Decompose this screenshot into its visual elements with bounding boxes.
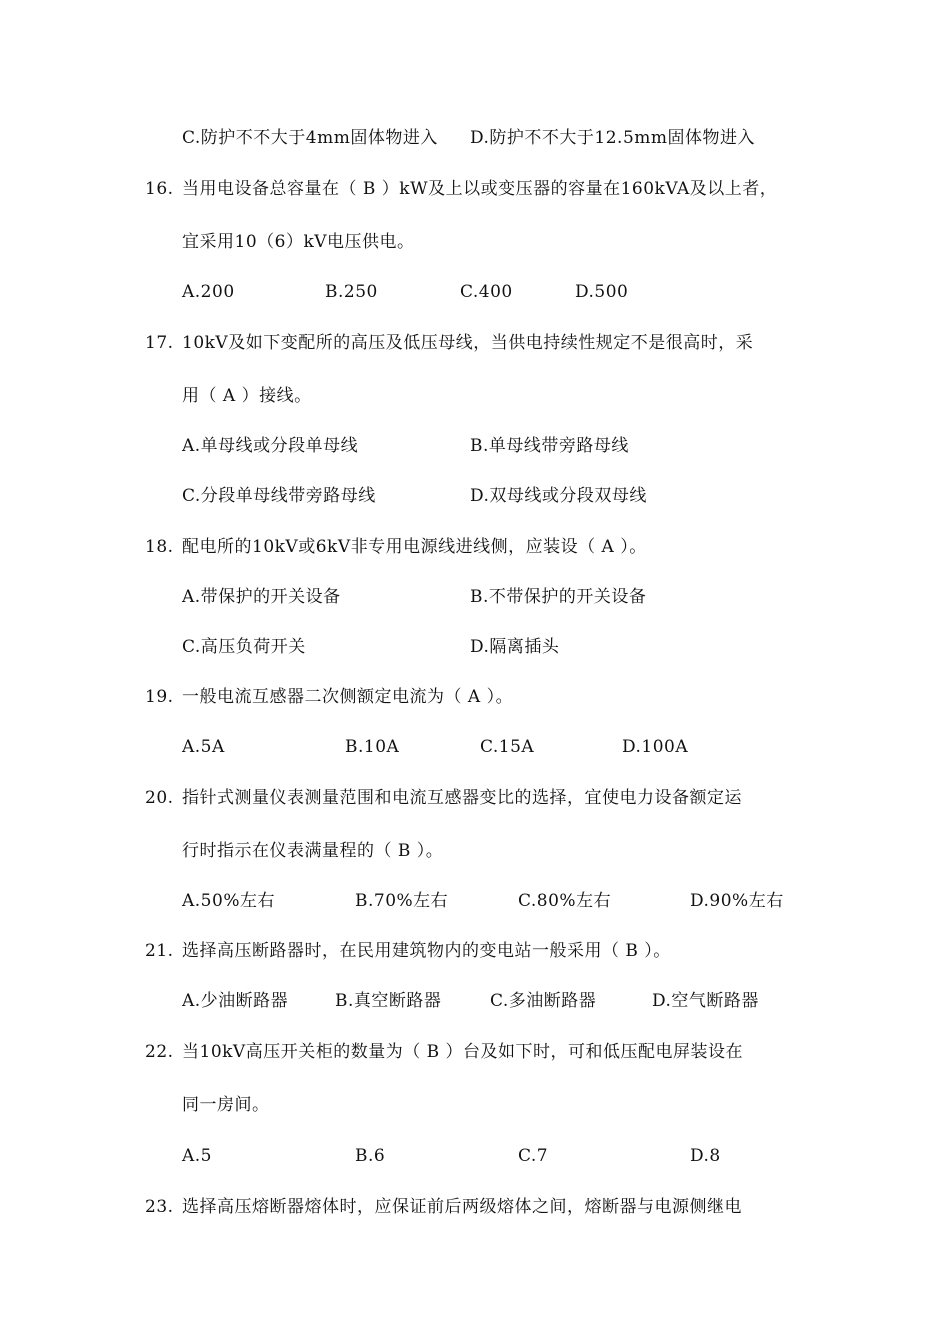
option-a: A.5A [182, 737, 225, 757]
option-c: C.80%左右 [518, 891, 612, 911]
option-a: A.5 [182, 1146, 212, 1166]
option-a: A.50%左右 [182, 891, 275, 911]
option-c: C.高压负荷开关 [182, 637, 306, 657]
question-number: 21. [145, 941, 174, 961]
question-text: 配电所的10kV或6kV非专用电源线进线侧，应装设（ A ）。 [182, 537, 647, 557]
question-text: 同一房间。 [182, 1095, 270, 1115]
question-text: 行时指示在仪表满量程的（ B ）。 [182, 841, 444, 861]
option-a: A.少油断路器 [182, 991, 289, 1011]
question-number: 16. [145, 179, 174, 199]
option-c: C.多油断路器 [490, 991, 597, 1011]
option-b: B.不带保护的开关设备 [470, 587, 647, 607]
option-c: C.400 [460, 282, 513, 302]
question-text: 10kV及如下变配所的高压及低压母线，当供电持续性规定不是很高时，采 [182, 333, 754, 353]
question-number: 20. [145, 788, 174, 808]
option-d: D.空气断路器 [652, 991, 759, 1011]
question-text: 宜采用10（6）kV电压供电。 [182, 232, 415, 252]
option-d: D.隔离插头 [470, 637, 560, 657]
question-text: 选择高压熔断器熔体时，应保证前后两级熔体之间，熔断器与电源侧继电 [182, 1197, 742, 1217]
option-b: B.真空断路器 [335, 991, 442, 1011]
option-b: B.单母线带旁路母线 [470, 436, 629, 456]
option-d: D.90%左右 [690, 891, 784, 911]
option-b: B.10A [345, 737, 400, 757]
question-number: 17. [145, 333, 174, 353]
option-d: D.双母线或分段双母线 [470, 486, 647, 506]
option-c: C.分段单母线带旁路母线 [182, 486, 376, 506]
question-number: 23. [145, 1197, 174, 1217]
question-text: 当10kV高压开关柜的数量为（ B ）台及如下时，可和低压配电屏装设在 [182, 1042, 744, 1062]
option-c: C.防护不不大于4mm固体物进入 [182, 128, 438, 148]
option-a: A.带保护的开关设备 [182, 587, 341, 607]
option-b: B.6 [355, 1146, 386, 1166]
option-b: B.250 [325, 282, 378, 302]
option-d: D.防护不不大于12.5mm固体物进入 [470, 128, 756, 148]
option-c: C.7 [518, 1146, 549, 1166]
question-text: 当用电设备总容量在（ B ）kW及上以或变压器的容量在160kVA及以上者， [182, 179, 778, 199]
question-number: 22. [145, 1042, 174, 1062]
option-d: D.8 [690, 1146, 721, 1166]
option-d: D.500 [575, 282, 629, 302]
option-a: A.单母线或分段单母线 [182, 436, 359, 456]
option-b: B.70%左右 [355, 891, 449, 911]
question-text: 用（ A ）接线。 [182, 386, 312, 406]
question-text: 选择高压断路器时，在民用建筑物内的变电站一般采用（ B ）。 [182, 941, 671, 961]
question-text: 指针式测量仪表测量范围和电流互感器变比的选择，宜使电力设备额定运 [182, 788, 742, 808]
option-a: A.200 [182, 282, 235, 302]
question-text: 一般电流互感器二次侧额定电流为（ A ）。 [182, 687, 514, 707]
question-number: 18. [145, 537, 174, 557]
option-d: D.100A [622, 737, 689, 757]
question-number: 19. [145, 687, 174, 707]
option-c: C.15A [480, 737, 535, 757]
